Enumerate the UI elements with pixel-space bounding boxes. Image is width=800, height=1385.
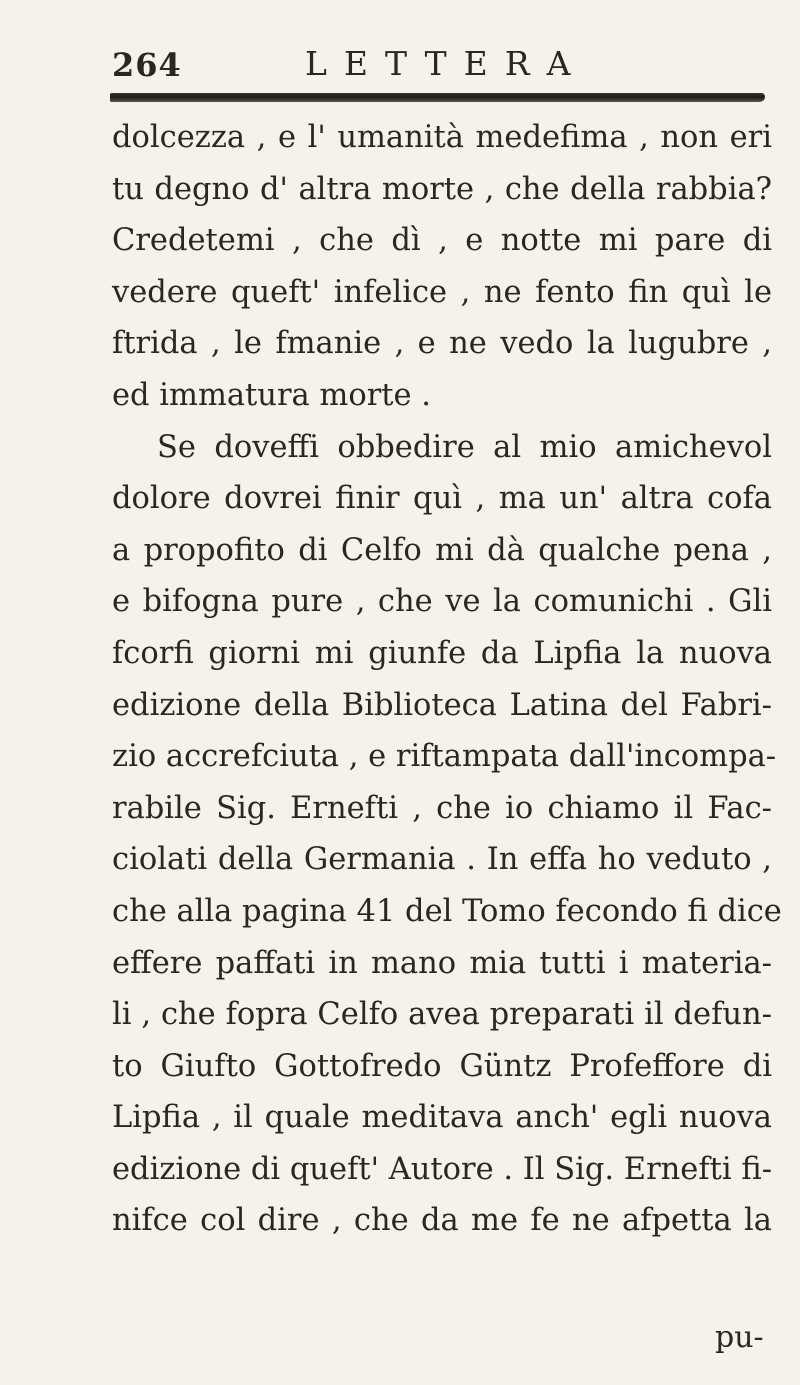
text-line: li , che fopra Celfo avea preparati il defun- (112, 997, 772, 1033)
text-line: dolcezza , e l' umanità medefima , non eri (112, 120, 772, 155)
text-line: nifce col dire , che da me fe ne afpetta la (112, 1203, 772, 1239)
text-line: Credetemi , che dì , e notte mi pare di (112, 223, 772, 259)
text-line: dolore dovrei finir quì , ma un' altra cofa (112, 481, 772, 517)
text-line: Lipfia , il quale meditava anch' egli nuova (112, 1100, 772, 1136)
running-head: LETTERA (305, 44, 588, 83)
text-line: rabile Sig. Ernefti , che io chiamo il Fac- (112, 790, 772, 826)
text-line: che alla pagina 41 del Tomo fecondo fi dice (112, 893, 782, 929)
body-text (112, 112, 782, 1247)
text-line: edizione della Biblioteca Latina del Fabri- (112, 687, 772, 723)
text-line: ciolati della Germania . In effa ho veduto , (112, 842, 772, 878)
text-line: to Giufto Gottofredo Güntz Profeffore di (112, 1048, 772, 1084)
text-line: tu degno d' altra morte , che della rabbia? (112, 171, 772, 207)
text-line: edizione di queft' Autore . Il Sig. Ernefti fi- (112, 1151, 772, 1187)
text-line: Se doveffi obbedire al mio amichevol (157, 429, 772, 465)
page-header (0, 44, 800, 84)
text-line: fcorfi giorni mi giunfe da Lipfia la nuova (112, 635, 772, 671)
header-rule (110, 93, 765, 102)
text-line: vedere queft' infelice , ne fento fin quì le (112, 274, 772, 310)
text-line: ed immatura morte . (112, 377, 431, 413)
text-line: effere paffati in mano mia tutti i materia- (112, 945, 772, 981)
text-line: e bifogna pure , che ve la comunichi . Gli (112, 584, 772, 620)
page-number: 264 (112, 46, 182, 84)
catchword: pu- (715, 1320, 764, 1355)
text-line: ftrida , le fmanie , e ne vedo la lugubre , (112, 326, 772, 362)
text-line: a propofito di Celfo mi dà qualche pena , (112, 532, 772, 568)
text-line: zio accrefciuta , e riftampata dall'incompa- (112, 739, 777, 775)
